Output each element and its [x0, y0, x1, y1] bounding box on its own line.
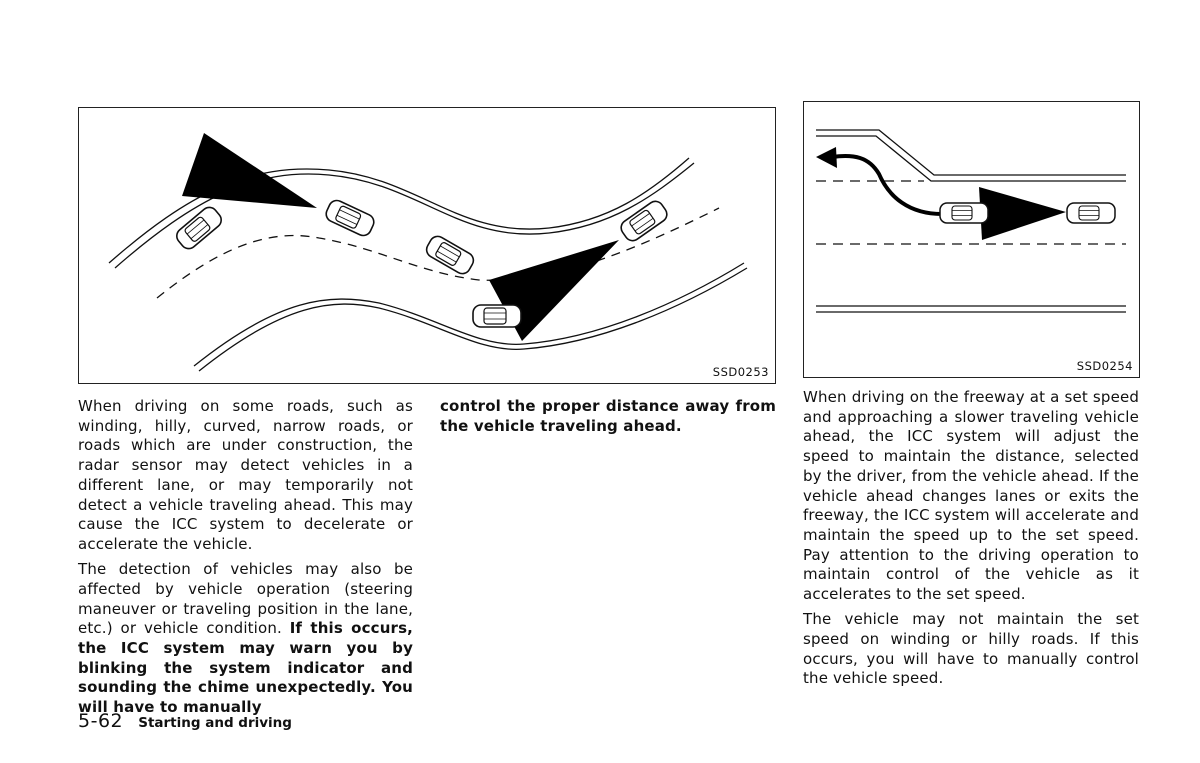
text-column-2 — [440, 397, 776, 442]
figure-code: SSD0254 — [1076, 359, 1133, 373]
curved-road-illustration — [79, 108, 774, 382]
radar-beam-1 — [182, 133, 317, 208]
warning-text: If this occurs, the ICC system may warn you by blinking the system indicator and sounding the chime unexpectedly. You will have to manually — [78, 619, 413, 717]
figure-freeway — [803, 101, 1140, 378]
paragraph — [440, 397, 776, 436]
paragraph — [78, 560, 413, 718]
figure-curved-road — [78, 107, 776, 384]
car-icon — [940, 203, 988, 223]
radar-beam — [979, 187, 1066, 240]
text-column-1 — [78, 397, 413, 723]
section-title: Starting and driving — [138, 715, 292, 731]
page-number: 5-62 — [78, 710, 124, 732]
lane-change-arrow — [832, 156, 942, 214]
car-icon — [1067, 203, 1115, 223]
freeway-edge-top — [816, 130, 1126, 181]
paragraph-text: The detection of vehicles may also be affected by vehicle operation (steering maneuver or traveling position in the lane, etc.) or vehicle condition. — [78, 560, 413, 638]
figure-code: SSD0253 — [712, 365, 769, 379]
car-icon — [174, 204, 225, 252]
road-edge-lower — [194, 263, 747, 371]
car-icon — [324, 198, 377, 238]
car-icon — [618, 198, 670, 244]
text-column-3 — [803, 388, 1139, 695]
arrow-head-icon — [816, 147, 837, 168]
car-icon — [473, 305, 521, 327]
warning-text: control the proper distance away from the vehicle traveling ahead. — [440, 397, 776, 435]
paragraph: When driving on the freeway at a set speed and approaching a slower traveling vehicle ahead, the ICC system will adjust the speed to maintain the distance, selected by the driver, from the vehicle ahead. If the vehicle ahead changes lanes or exits the freeway, the ICC system will accelerate and maintain the speed up to the set speed. Pay attention to the driving operation to maintain control of the vehicle as it accelerates to the set speed. — [803, 388, 1139, 604]
paragraph: The vehicle may not maintain the set speed on winding or hilly roads. If this occurs, you will have to manually control the vehicle speed. — [803, 610, 1139, 688]
paragraph: When driving on some roads, such as winding, hilly, curved, narrow roads, or roads which are under construction, the radar sensor may detect vehicles in a different lane, or may temporarily not detect a vehicle traveling ahead. This may cause the ICC system to decelerate or accelerate the vehicle. — [78, 397, 413, 553]
freeway-edge-bottom — [816, 306, 1126, 312]
page-footer — [78, 710, 292, 732]
freeway-illustration — [804, 102, 1138, 376]
